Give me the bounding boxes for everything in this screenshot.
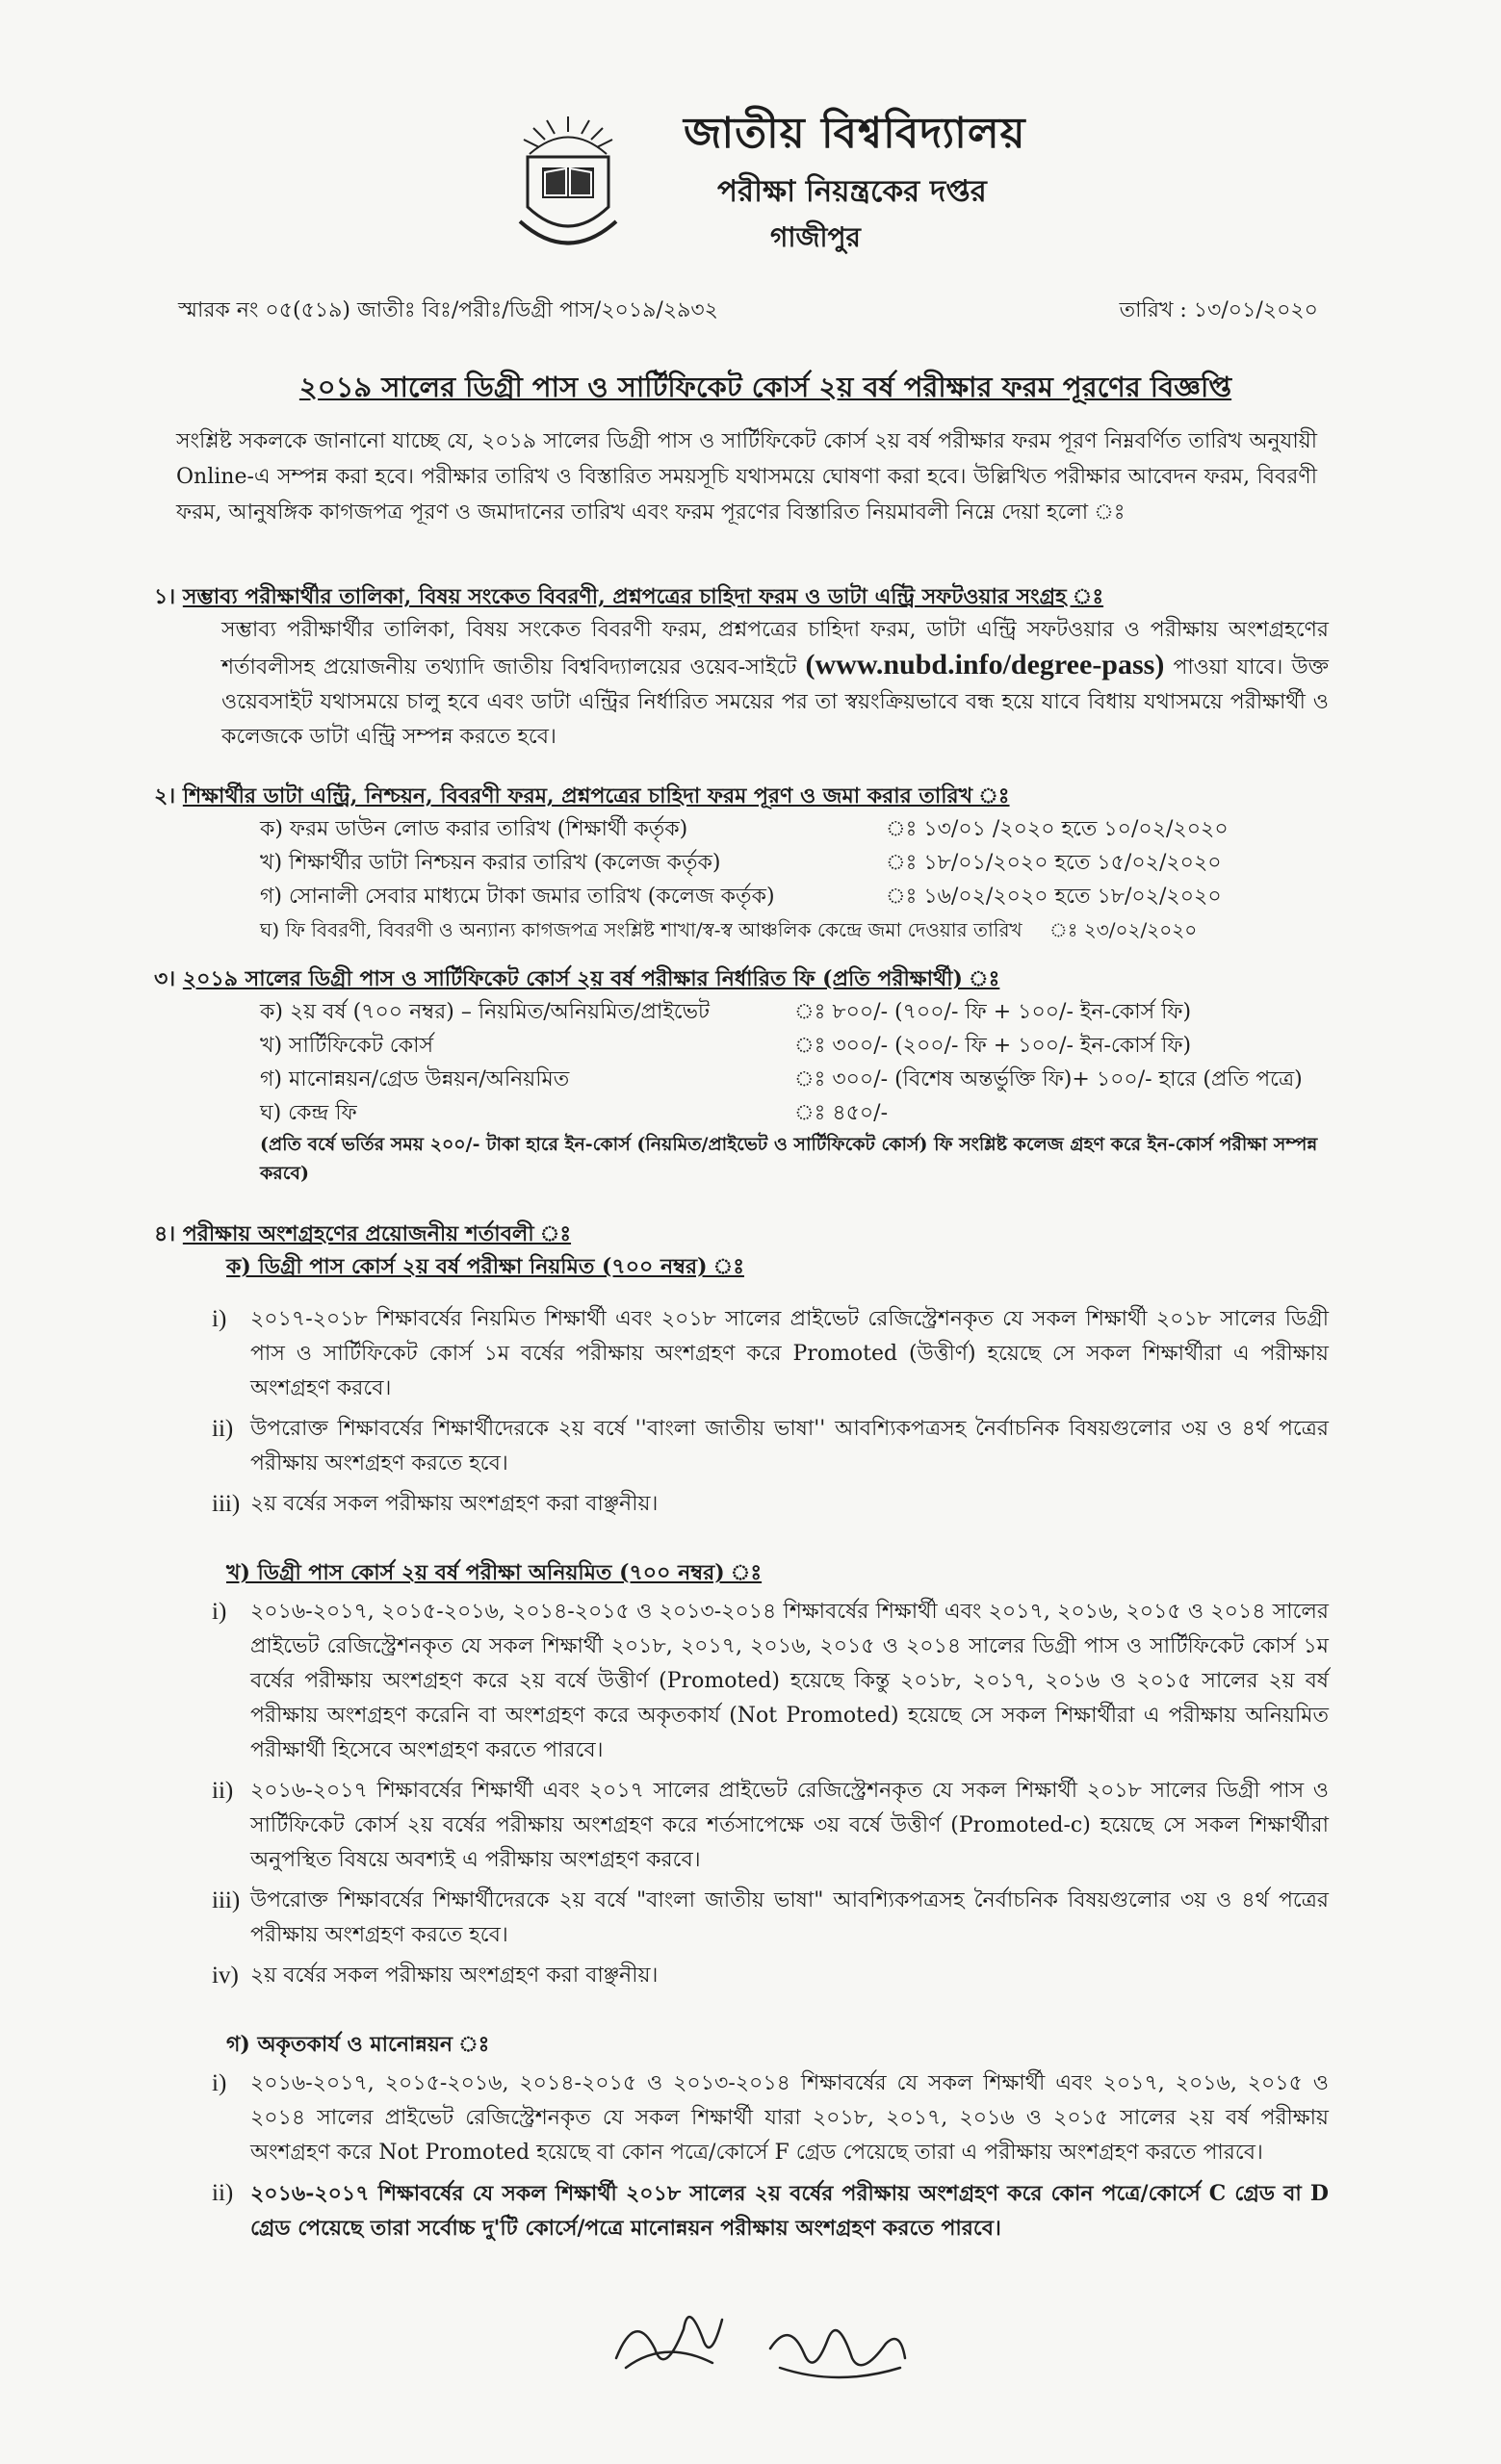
item-number: i) [212,1599,227,1625]
item-text: ২য় বর্ষের সকল পরীক্ষায় অংশগ্রহণ করা বাঞ্ছনীয়। [250,1492,659,1516]
notice-date: তারিখ : ১৩/০১/২০২০ [1119,298,1318,322]
item-text: উপরোক্ত শিক্ষাবর্ষের শিক্ষার্থীদেরকে ২য় বর্ষে ''বাংলা জাতীয় ভাষা'' আবশ্যিকপত্রসহ নৈর্বাচনিক বিষয়গুলোর ৩য় ও ৪র্থ পত্রের পরীক্ষায় অংশগ্রহণ করতে হবে। [250,1417,1329,1476]
website-url: (www.nubd.info/degree-pass) [805,649,1165,680]
date-row-label: খ) শিক্ষার্থীর ডাটা নিশ্চয়ন করার তারিখ (কলেজ কর্তৃক) [260,851,721,875]
item-text: ২০১৬-২০১৭, ২০১৫-২০১৬, ২০১৪-২০১৫ ও ২০১৩-২০১৪ শিক্ষাবর্ষের শিক্ষার্থী এবং ২০১৭, ২০১৬, ২০১৫ ও ২০১৪ সালের প্রাইভেট রেজিস্ট্রেশনকৃত যে সকল শিক্ষার্থী ২০১৮, ২০১৭, ২০১৬, ২০১৫ ও ২০১৪ সালের ডিগ্রী পাস ও সার্টিফিকেট কোর্স ১ম বর্ষের পরীক্ষায় অংশগ্রহণ করে ২য় বর্ষে উত্তীর্ণ (Promoted) হয়েছে কিন্তু ২০১৮, ২০১৭, ২০১৬ ও ২০১৫ সালের ২য় বর্ষ পরীক্ষায় অংশগ্রহণ করেনি বা অংশগ্রহণ করে অকৃতকার্য (Not Promoted) হয়েছে সে সকল শিক্ষার্থীরা এ পরীক্ষায় অনিয়মিত পরীক্ষার্থী হিসেবে অংশগ্রহণ করতে পারবে। [250,1600,1329,1762]
fee-row-label: ক) ২য় বর্ষ (৭০০ নম্বর) – নিয়মিত/অনিয়মিত/প্রাইভেট [260,1000,710,1024]
date-row-label: গ) সোনালী সেবার মাধ্যমে টাকা জমার তারিখ (কলেজ কর্তৃক) [260,885,775,909]
section-1-number: ১। [154,584,176,609]
item-number: ii) [212,1778,234,1804]
section-3-title: ২০১৯ সালের ডিগ্রী পাস ও সার্টিফিকেট কোর্স ২য় বর্ষ পরীক্ষার নির্ধারিত ফি (প্রতি পরীক্ষার্থী) ঃ [182,966,1000,991]
subsection-c-title: গ) অকৃতকার্য ও মানোন্নয়ন ঃ [226,2032,490,2057]
subsection-a-title: ক) ডিগ্রী পাস কোর্স ২য় বর্ষ পরীক্ষা নিয়মিত (৭০০ নম্বর) ঃ [226,1254,744,1279]
subsection-c-heading [226,2028,1329,2061]
item-number: iii) [212,1491,241,1517]
condition-item [212,1412,1329,1481]
fee-row-label: খ) সার্টিফিকেট কোর্স [260,1034,434,1058]
section-4-number: ৪। [154,1221,176,1246]
section-2-title: শিক্ষার্থীর ডাটা এন্ট্রি, নিশ্চয়ন, বিবরণী ফরম, প্রশ্নপত্রের চাহিদা ফরম পূরণ ও জমা করার তারিখ ঃ [182,783,1010,808]
subsection-b-title: খ) ডিগ্রী পাস কোর্স ২য় বর্ষ পরীক্ষা অনিয়মিত (৭০০ নম্বর) ঃ [226,1560,763,1585]
condition-item [212,2176,1329,2246]
section-3-number: ৩। [154,966,176,991]
condition-item [212,1959,1329,1993]
date-row [260,880,1329,913]
office-name: পরীক্ষা নিয়ন্ত্রকের দপ্তর [717,174,987,209]
fee-note: (প্রতি বর্ষে ভর্তির সময় ২০০/- টাকা হারে ইন-কোর্স (নিয়মিত/প্রাইভেট ও সার্টিফিকেট কোর্স) ফি সংশ্লিষ্ট কলেজ গ্রহণ করে ইন-কোর্স পরীক্ষা সম্পন্ন করবে) [260,1134,1318,1184]
condition-item [212,1884,1329,1953]
section-4 [154,1218,1329,2246]
date-row-label: ঘ) ফি বিবরণী, বিবরণী ও অন্যান্য কাগজপত্র সংশ্লিষ্ট শাখা/স্ব-স্ব আঞ্চলিক কেন্দ্রে জমা দেওয়ার তারিখ [260,918,1022,941]
date-row-value: ঃ ২৩/০২/২০২০ [1049,918,1198,941]
date-row-value: ঃ ১৮/০১/২০২০ হতে ১৫/০২/২০২০ [886,851,1222,875]
city-name: গাজীপুর [770,221,861,253]
fee-row [260,995,1329,1029]
fee-row-label: গ) মানোন্নয়ন/গ্রেড উন্নয়ন/অনিয়মিত [260,1067,570,1091]
fee-row-label: ঘ) কেন্দ্র ফি [260,1101,357,1125]
notice-title: ২০১৯ সালের ডিগ্রী পাস ও সার্টিফিকেট কোর্স ২য় বর্ষ পরীক্ষার ফরম পূরণের বিজ্ঞপ্তি [298,371,1232,403]
item-number: iii) [212,1887,241,1913]
section-4-title: পরীক্ষায় অংশগ্রহণের প্রয়োজনীয় শর্তাবলী ঃ [182,1221,572,1246]
section-3 [154,962,1329,1188]
fee-row-value: ঃ ৩০০/- (২০০/- ফি + ১০০/- ইন-কোর্স ফি) [794,1034,1192,1058]
item-number: ii) [212,2180,234,2206]
section-3-heading [154,962,1329,995]
condition-item [212,1595,1329,1768]
subsection-b-heading [226,1556,1329,1589]
fee-row [260,1063,1329,1096]
fee-row [260,1096,1329,1130]
section-1-body [221,613,1329,755]
fee-row-value: ঃ ৮০০/- (৭০০/- ফি + ১০০/- ইন-কোর্স ফি) [794,1000,1192,1024]
section-1 [154,580,1329,755]
section-2-heading [154,780,1329,812]
university-name: জাতীয় বিশ্ববিদ্যালয় [684,109,1026,158]
section-1-text-after: পাওয়া যাবে। উক্ত ওয়েবসাইট যথাসময়ে চালু হবে এবং ডাটা এন্ট্রির নির্ধারিত সময়ের পর তা স্বয়ংক্রিয়ভাবে বন্ধ হয়ে যাবে বিধায় যথাসময়ে পরীক্ষার্থী ও কলেজকে ডাটা এন্ট্রি সম্পন্ন করতে হবে। [221,655,1330,749]
item-number: i) [212,1306,227,1332]
condition-item [212,1487,1329,1522]
item-text: ২০১৭-২০১৮ শিক্ষাবর্ষের নিয়মিত শিক্ষার্থী এবং ২০১৮ সালের প্রাইভেট রেজিস্ট্রেশনকৃত যে সকল শিক্ষার্থী ২০১৮ সালের ডিগ্রী পাস ও সার্টিফিকেট কোর্স ১ম বর্ষের পরীক্ষায় অংশগ্রহণ করে Promoted (উত্তীর্ণ) হয়েছে সে সকল শিক্ষার্থীরা এ পরীক্ষায় অংশগ্রহণ করবে। [250,1307,1329,1400]
fee-row-value: ঃ ৩০০/- (বিশেষ অন্তর্ভুক্তি ফি)+ ১০০/- হারে (প্রতি পত্রে) [794,1067,1303,1091]
fee-row-value: ঃ ৪৫০/- [794,1101,889,1125]
date-row-value: ঃ ১৩/০১ /২০২০ হতে ১০/০২/২০২০ [886,817,1229,841]
item-text: উপরোক্ত শিক্ষাবর্ষের শিক্ষার্থীদেরকে ২য় বর্ষে "বাংলা জাতীয় ভাষা" আবশ্যিকপত্রসহ নৈর্বাচনিক বিষয়গুলোর ৩য় ও ৪র্থ পত্রের পরীক্ষায় অংশগ্রহণ করতে হবে। [250,1888,1329,1947]
date-row [260,846,1329,880]
section-1-heading [154,580,1329,613]
section-1-title: সম্ভাব্য পরীক্ষার্থীর তালিকা, বিষয় সংকেত বিবরণী, প্রশ্নপত্রের চাহিদা ফরম ও ডাটা এন্ট্রি সফটওয়ার সংগ্রহ ঃ [182,584,1104,609]
item-number: ii) [212,1416,234,1442]
item-text: ২০১৬-২০১৭ শিক্ষাবর্ষের শিক্ষার্থী এবং ২০১৭ সালের প্রাইভেট রেজিস্ট্রেশনকৃত যে সকল শিক্ষার্থী ২০১৮ সালের ডিগ্রী পাস ও সার্টিফিকেট কোর্স ২য় বর্ষের পরীক্ষায় অংশগ্রহণ করে শর্তসাপেক্ষে ৩য় বর্ষে উত্তীর্ণ (Promoted-c) হয়েছে সে সকল শিক্ষার্থীরা অনুপস্থিত বিষয়ে অবশ্যই এ পরীক্ষায় অংশগ্রহণ করবে। [250,1779,1329,1872]
section-2-number: ২। [154,783,176,808]
condition-item [212,1774,1329,1878]
item-text: ২০১৬-২০১৭ শিক্ষাবর্ষের যে সকল শিক্ষার্থী ২০১৮ সালের ২য় বর্ষের পরীক্ষায় অংশগ্রহণ করে কোন পত্রে/কোর্সে C গ্রেড বা D গ্রেড পেয়েছে তারা সর্বোচ্চ দু'টি কোর্সে/পত্রে মানোন্নয়ন পরীক্ষায় অংশগ্রহণ করতে পারবে। [250,2181,1329,2241]
section-4-heading [154,1218,1329,1250]
section-1-text-before: সম্ভাব্য পরীক্ষার্থীর তালিকা, বিষয় সংকেত বিবরণী ফরম, প্রশ্নপত্রের চাহিদা ফরম, ডাটা এন্ট্রি সফটওয়ার ও পরীক্ষায় অংশগ্রহণের শর্তাবলীসহ প্রয়োজনীয় তথ্যাদি জাতীয় বিশ্ববিদ্যালয়ের ওয়েব-সাইটে [221,618,1329,680]
condition-item [212,2066,1329,2170]
item-number: i) [212,2070,227,2096]
intro-paragraph: সংশ্লিষ্ট সকলকে জানানো যাচ্ছে যে, ২০১৯ সালের ডিগ্রী পাস ও সার্টিফিকেট কোর্স ২য় বর্ষ পরীক্ষার ফরম পূরণ নিম্নবর্ণিত তারিখ অনুযায়ী Online-এ সম্পন্ন করা হবে। পরীক্ষার তারিখ ও বিস্তারিত সময়সূচি যথাসময়ে ঘোষণা করা হবে। উল্লিখিত পরীক্ষার আবেদন ফরম, বিবরণী ফরম, আনুষঙ্গিক কাগজপত্র পূরণ ও জমাদানের তারিখ এবং ফরম পূরণের বিস্তারিত নিয়মাবলী নিম্নে দেয়া হলো ঃ [176,429,1317,525]
university-seal-icon [510,101,626,255]
item-text: ২য় বর্ষের সকল পরীক্ষায় অংশগ্রহণ করা বাঞ্ছনীয়। [250,1964,659,1988]
fee-row [260,1029,1329,1063]
condition-item [212,1302,1329,1406]
item-number: iv) [212,1963,239,1989]
date-row [260,812,1329,846]
subsection-a-heading [226,1250,1329,1283]
signature-icon [597,2272,924,2397]
letterhead [510,91,1049,265]
date-row-value: ঃ ১৬/০২/২০২০ হতে ১৮/০২/২০২০ [886,885,1222,909]
date-row [260,913,1329,947]
section-2 [154,780,1329,947]
date-row-label: ক) ফরম ডাউন লোড করার তারিখ (শিক্ষার্থী কর্তৃক) [260,817,688,841]
memo-number: স্মারক নং ০৫(৫১৯) জাতীঃ বিঃ/পরীঃ/ডিগ্রী পাস/২০১৯/২৯৩২ [178,298,718,322]
item-text: ২০১৬-২০১৭, ২০১৫-২০১৬, ২০১৪-২০১৫ ও ২০১৩-২০১৪ শিক্ষাবর্ষের যে সকল শিক্ষার্থী এবং ২০১৭, ২০১৬, ২০১৫ ও ২০১৪ সালের প্রাইভেট রেজিস্ট্রেশনকৃত যে সকল শিক্ষার্থী যারা ২০১৮, ২০১৭, ২০১৬ ও ২০১৫ সালের ২য় বর্ষ পরীক্ষায় অংশগ্রহণ করে Not Promoted হয়েছে বা কোন পত্রে/কোর্সে F গ্রেড পেয়েছে তারা এ পরীক্ষায় অংশগ্রহণ করতে পারবে। [250,2071,1329,2165]
